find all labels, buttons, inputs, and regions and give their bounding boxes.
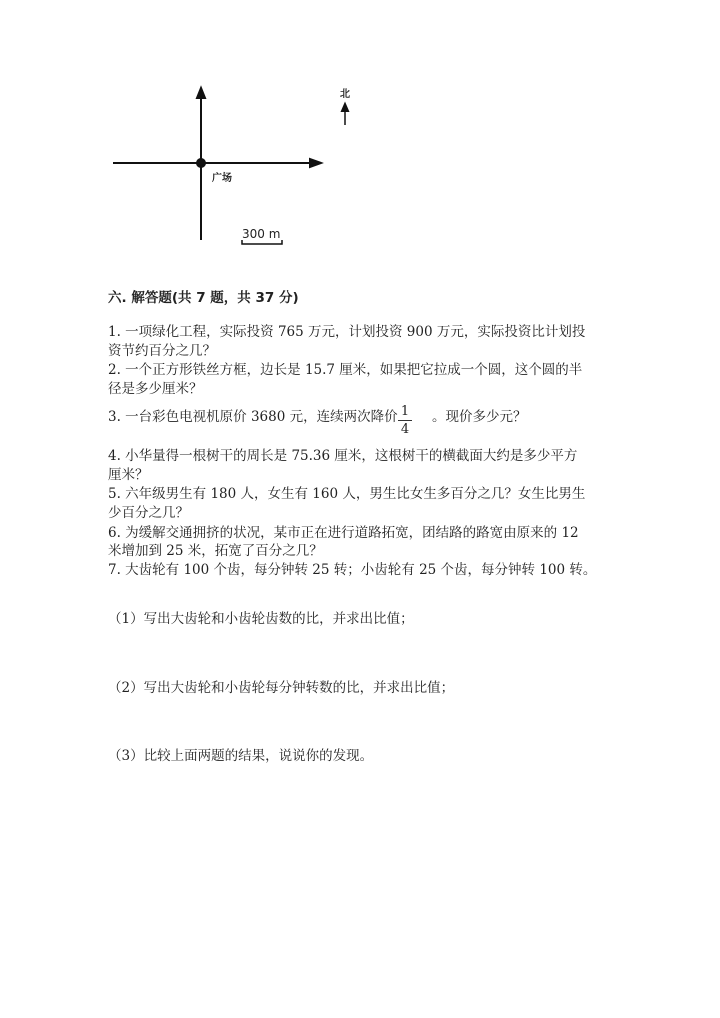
plaza-point (197, 159, 205, 167)
question-1-line-2: 资节约百分之几？ (108, 343, 216, 359)
fraction (398, 404, 412, 437)
question-2-line-2: 径是多少厘米？ (108, 381, 203, 397)
question-4-line-1: 4. 小华量得一根树干的周长是 75.36 厘米，这根树干的横截面大约是多少平方 (108, 448, 578, 464)
sub-question-1: （1）写出大齿轮和小齿轮齿数的比，并求出比值； (108, 611, 414, 627)
section-title: 六. 解答题(共 7 题，共 37 分) (108, 290, 299, 306)
arrow-up-icon (197, 88, 205, 98)
north-arrow-icon (342, 104, 348, 111)
map-diagram (0, 0, 720, 260)
question-2-line-1: 2. 一个正方形铁丝方框，边长是 15.7 厘米，如果把它拉成一个圆，这个圆的半 (108, 362, 583, 378)
fraction-numerator: 1 (400, 404, 410, 419)
question-1-line-1: 1. 一项绿化工程，实际投资 765 万元，计划投资 900 万元，实际投资比计划投 (108, 324, 586, 340)
question-5-line-2: 少百分之几？ (108, 505, 189, 521)
question-6-line-2: 米增加到 25 米，拓宽了百分之几？ (108, 543, 323, 559)
arrow-right-icon (310, 159, 321, 167)
north-label: 北 (340, 89, 350, 100)
question-7-line-1: 7. 大齿轮有 100 个齿，每分钟转 25 转；小齿轮有 25 个齿，每分钟转 100 转。 (108, 562, 597, 578)
question-3-text: 3. 一台彩色电视机原价 3680 元，连续两次降价 (108, 409, 398, 425)
question-6-line-1: 6. 为缓解交通拥挤的状况，某市正在进行道路拓宽，团结路的路宽由原来的 12 (108, 525, 579, 541)
question-5-line-1: 5. 六年级男生有 180 人，女生有 160 人，男生比女生多百分之几？女生比男生 (108, 486, 586, 502)
scale-label: 300 m (242, 227, 281, 241)
plaza-label: 广场 (212, 173, 232, 184)
question-3-tail: 。现价多少元？ (432, 409, 527, 425)
question-4-line-2: 厘米？ (108, 467, 149, 483)
sub-question-2: （2）写出大齿轮和小齿轮每分钟转数的比，并求出比值； (108, 680, 455, 696)
fraction-denominator: 4 (400, 422, 410, 437)
sub-question-3: （3）比较上面两题的结果，说说你的发现。 (108, 748, 374, 764)
